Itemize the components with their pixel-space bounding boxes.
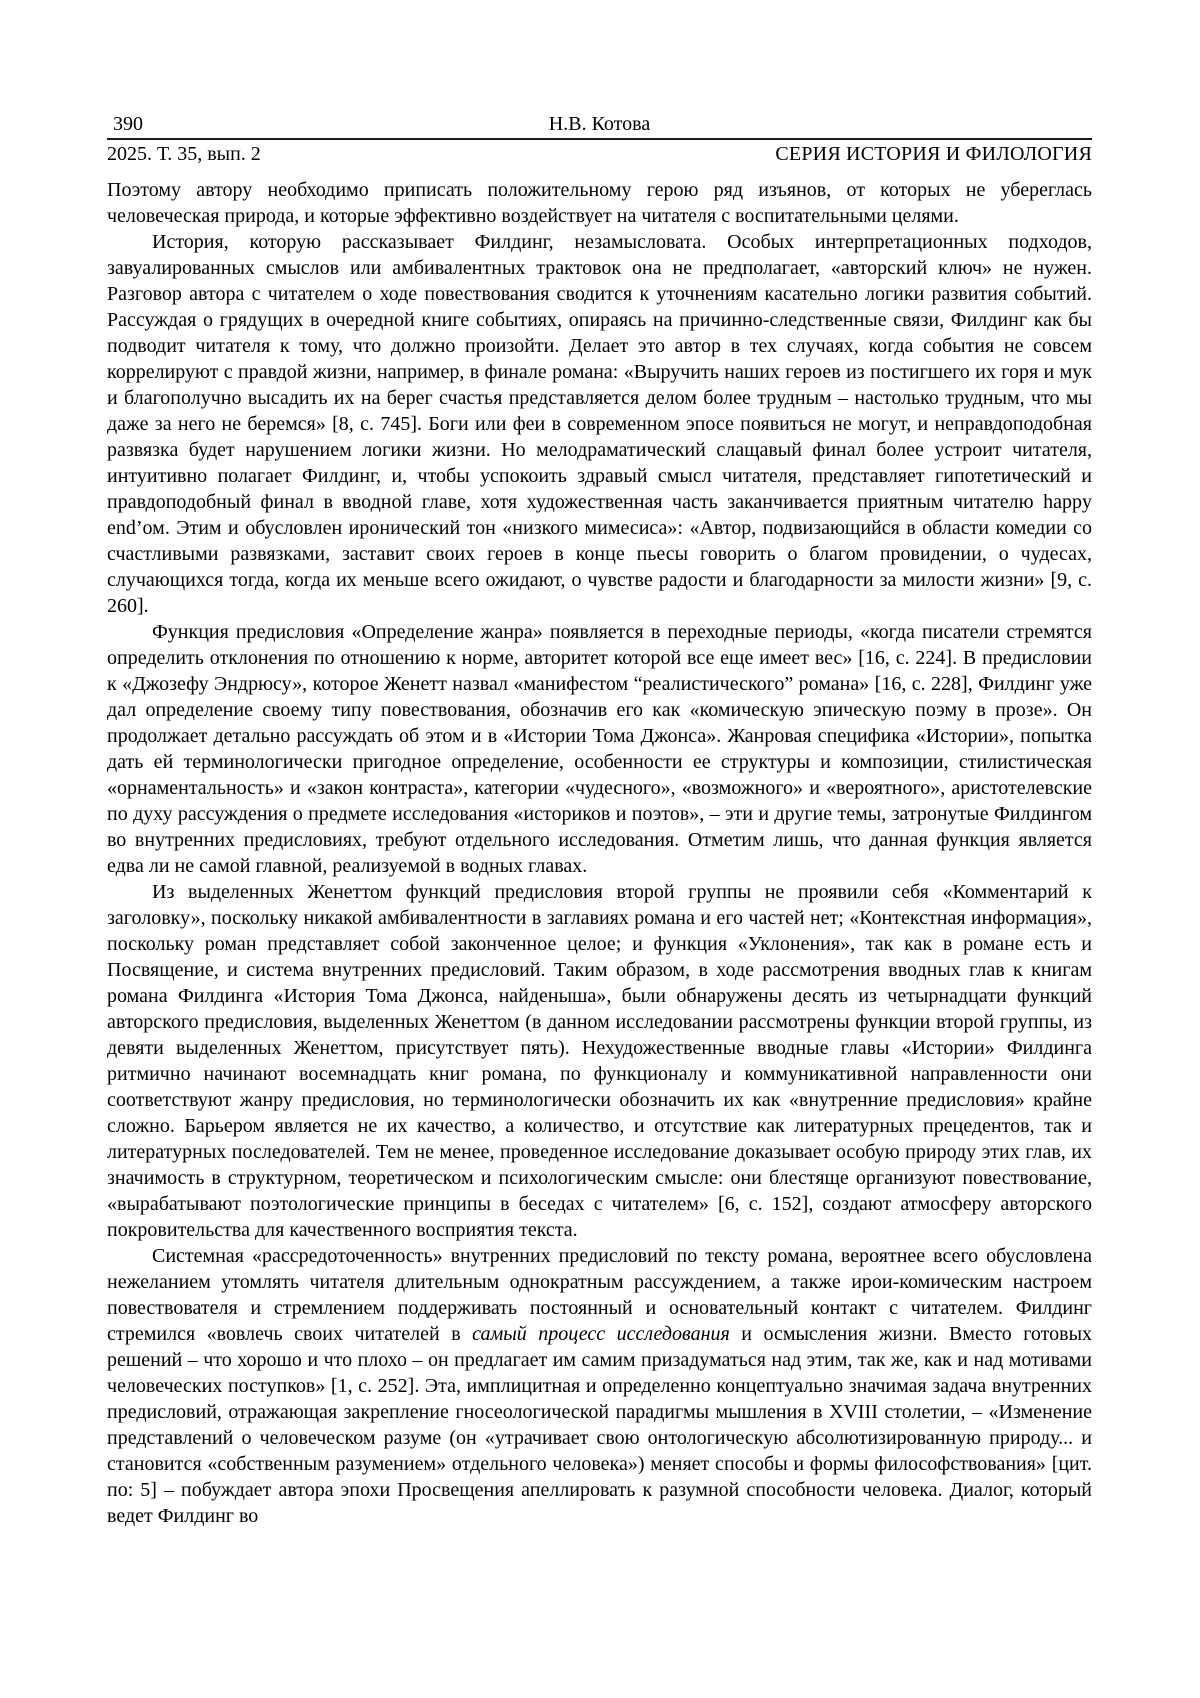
paragraph — [107, 1243, 1092, 1529]
header-row-top — [107, 112, 1092, 136]
text-run: Из выделенных Женеттом функций предисловия второй группы не проявили себя «Комментарий к заголовку», поскольку никакой амбивалентности в заглавиях романа и его частей нет; «Контекстная информация», поскольку роман представляет собой законченное целое; и функция «Уклонения», так как в романе есть и Посвящение, и система внутренних предисловий. Таким образом, в ходе рассмотрения вводных глав к книгам романа Филдинга «История Тома Джонса, найденыша», были обнаружены десять из четырнадцати функций авторского предисловия, выделенных Женеттом (в данном исследовании рассмотрены функции второй группы, из девяти выделенных Женеттом, присутствует пять). Нехудожественные вводные главы «Истории» Филдинга ритмично начинают восемнадцать книг романа, по функционалу и коммуникативной направленности они соответствуют жанру предисловия, но терминологически обозначить их как «внутренние предисловия» крайне сложно. Барьером является не их качество, а количество, и отсутствие как литературных прецедентов, так и литературных последователей. Тем не менее, проведенное исследование доказывает особую природу этих глав, их значимость в структурном, теоретическом и психологическим смысле: они блестяще организуют повествование, «вырабатывают поэтологические принципы в беседах с читателем» [6, с. 152], создают атмосферу авторского покровительства для качественного восприятия текста. — [107, 881, 1092, 1241]
text-run: Функция предисловия «Определение жанра» появляется в переходные периоды, «когда писатели стремятся определить отклонения по отношению к норме, авторитет которой все еще имеет вес» [16, с. 224]. В предисловии к «Джозефу Эндрюсу», которое Женетт назвал «манифестом “реалистического” романа» [16, с. 228], Филдинг уже дал определение своему типу повествования, обозначив его как «комическую эпическую поэму в прозе». Он продолжает детально рассуждать об этом и в «Истории Тома Джонса». Жанровая специфика «Истории», попытка дать ей терминологически пригодное определение, особенности ее структуры и композиции, стилистическая «орнаментальность» и «закон контраста», категории «чудесного», «возможного» и «вероятного», аристотелевские по духу рассуждения о предмете исследования «историков и поэтов», – эти и другие темы, затронутые Филдингом во внутренних предисловиях, требуют отдельного исследования. Отметим лишь, что данная функция является едва ли не самой главной, реализуемой в водных главах. — [107, 621, 1092, 877]
paragraph — [107, 177, 1092, 229]
paragraph — [107, 229, 1092, 619]
paragraph — [107, 879, 1092, 1243]
article-body — [107, 177, 1092, 1529]
italic-phrase: самый процесс исследования — [472, 1323, 730, 1345]
text-run: и осмысления жизни. Вместо готовых решений – что хорошо и что плохо – он предлагает им самим призадуматься над этим, так же, как и над мотивами человеческих поступков» [1, с. 252]. Эта, имплицитная и определенно концептуально значимая задача внутренних предисловий, отражающая закрепление гносеологической парадигмы мышления в XVIII столетии, – «Изменение представлений о человеческом разуме (он «утрачивает свою онтологическую абсолютизированную природу... и становится «собственным разумением» отдельного человека») меняет способы и формы философствования» [цит. по: 5] – побуждает автора эпохи Просвещения апеллировать к разумной способности человека. Диалог, который ведет Филдинг во — [107, 1323, 1093, 1527]
header-rule — [107, 138, 1092, 140]
text-run: Системная «рассредоточенность» внутренних предисловий по тексту романа, вероятнее всего обусловлена нежеланием утомлять читателя длительным однократным рассуждением, а также ирои-комическим настроем повествователя и стремлением поддерживать постоянный и основательный контакт с читателем. Филдинг стремился «вовлечь своих читателей в — [107, 1245, 1092, 1345]
text-run: История, которую рассказывает Филдинг, незамысловата. Особых интерпретационных подходов, завуалированных смыслов или амбивалентных трактовок она не предполагает, «авторский ключ» не нужен. Разговор автора с читателем о ходе повествования сводится к уточнениям касательно логики развития событий. Рассуждая о грядущих в очередной книге событиях, опираясь на причинно-следственные связи, Филдинг как бы подводит читателя к тому, что должно произойти. Делает это автор в тех случаях, когда события не совсем коррелируют с правдой жизни, например, в финале романа: «Выручить наших героев из постигшего их горя и мук и благополучно высадить их на берег счастья представляется делом более трудным – настолько трудным, что мы даже за него не беремся» [8, с. 745]. Боги или феи в современном эпосе появиться не могут, и неправдоподобная развязка будет нарушением логики жизни. Но мелодраматический слащавый финал более устроит читателя, интуитивно полагает Филдинг, и, чтобы успокоить здравый смысл читателя, представляет гипотетический и правдоподобный финал в вводной главе, хотя художественная часть заканчивается приятным читателю happy end’ом. Этим и обусловлен иронический тон «низкого мимесиса»: «Автор, подвизающийся в области комедии со счастливыми развязками, заставит своих героев в конце пьесы говорить о благом провидении, о чудесах, случающихся тогда, когда их меньше всего ожидают, о чувстве радости и благодарности за милости жизни» [9, с. 260]. — [107, 231, 1092, 617]
running-author: Н.В. Котова — [548, 113, 651, 135]
page-number: 390 — [113, 113, 143, 135]
series-title: СЕРИЯ ИСТОРИЯ И ФИЛОЛОГИЯ — [775, 143, 1092, 165]
paragraph — [107, 619, 1092, 879]
issue-info: 2025. Т. 35, вып. 2 — [107, 143, 261, 165]
page-header — [107, 112, 1092, 166]
header-row-bottom — [107, 143, 1092, 166]
text-run: Поэтому автору необходимо приписать положительному герою ряд изъянов, от которых не убереглась человеческая природа, и которые эффективно воздействует на читателя с воспитательными целями. — [107, 179, 1092, 227]
